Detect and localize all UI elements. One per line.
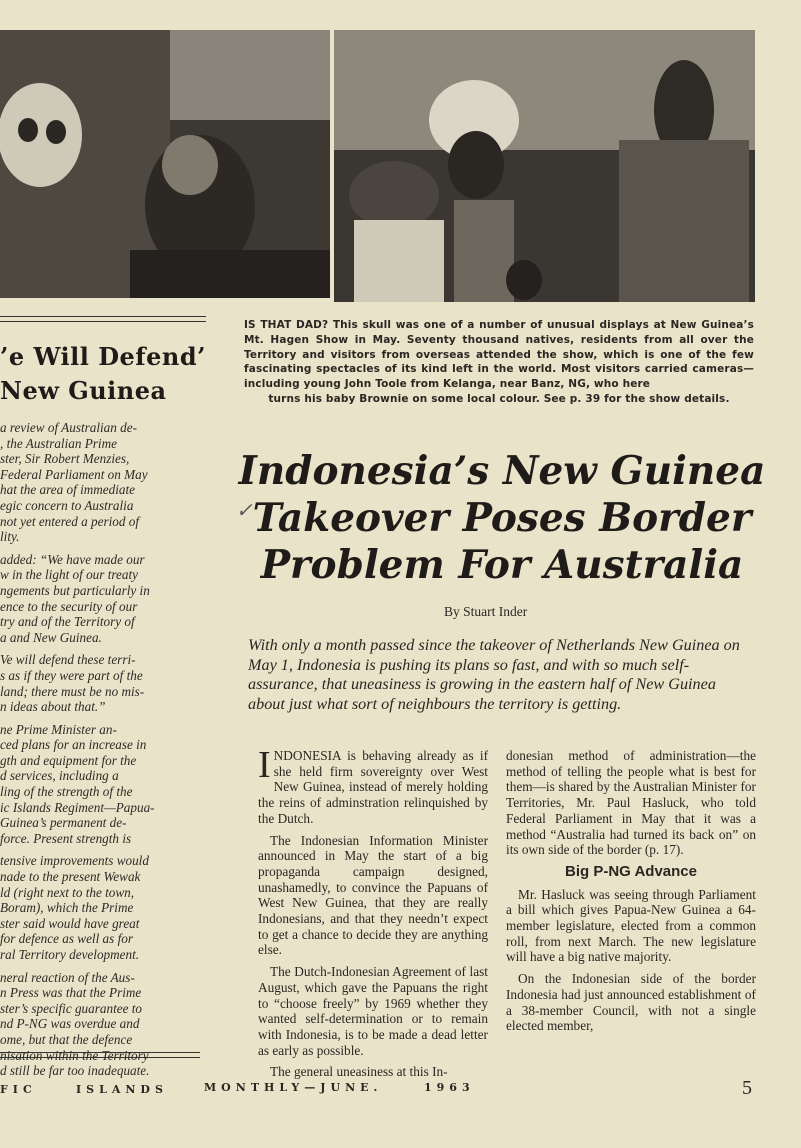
body-column-2 — [506, 748, 756, 1040]
photo-skull — [0, 30, 330, 298]
sidebar-top-rule — [0, 316, 206, 322]
photo-show-crowd — [334, 30, 755, 302]
body-paragraph: donesian method of administration—the method of telling the people what is best for them—is shared by the Australian Minister for Territories, Mr. Paul Hasluck, who told Federal Parliament in May that it was a method “Australia had turned its back on” on its own side of the border (p. 17). — [506, 748, 756, 858]
caption-last-line: turns his baby Brownie on some local colour. See p. 39 for the show details. — [268, 392, 730, 405]
headline-line2: Takeover Poses Border — [252, 495, 752, 541]
headline-line1: Indonesia’s New Guinea — [238, 448, 766, 494]
headline — [232, 448, 772, 589]
photo-caption — [244, 318, 754, 407]
byline: By Stuart Inder — [444, 604, 528, 619]
sidebar-article — [0, 340, 206, 1086]
body-paragraph: Mr. Hasluck was seeing through Parliament a bill which gives Papua-New Guinea a 64-member legislature, elected from a common roll, from next March. The new legislature will have a big native majority. — [506, 886, 756, 965]
page-footer — [0, 1075, 801, 1105]
body-paragraph — [258, 744, 488, 827]
sidebar-paragraph: neral reaction of the Aus- n Press was that the Prime ster’s specific guarantee to nd P-NG was overdue and ome, but that the defence nisation within the Territory d still be far too inadequate. — [0, 969, 150, 1079]
check-mark-icon: ✓ — [236, 500, 253, 522]
body-paragraph: The general uneasiness at this In- — [270, 1064, 448, 1080]
sidebar-paragraph: tensive improvements would nade to the present Wewak ld (right next to the town, Boram), which the Prime ster said would have great for defence as well as for ral Territory development. — [0, 853, 149, 962]
caption-lead: IS THAT DAD? — [244, 319, 329, 331]
sidebar-paragraph: added: “We have made our w in the light of our treaty ngements but particularly in ence to the security of our try and of the Territory of a and New Guinea. — [0, 551, 150, 645]
standfirst: With only a month passed since the takeover of Netherlands New Guinea on May 1, Indonesia is pushing its plans so fast, and with so much self-assurance, that uneasiness is growing in the eastern half of New Guinea about just what sort of neighbours the territory is getting. — [248, 636, 740, 713]
sidebar-paragraph: a review of Australian de- , the Australian Prime ster, Sir Robert Menzies, Federal Parliament on May hat the area of immediate egic concern to Australia not yet entered a period of lity. — [0, 420, 148, 545]
body-paragraph: The Indonesian Information Minister announced in May the start of a big propaganda campaign designed, unashamedly, to convince the Papuans of West New Guinea, that they are really Indonesians, and that they needn’t expect to get a chance to decide they are anything else. — [258, 832, 488, 958]
headline-line3: Problem For Australia — [260, 542, 744, 588]
footer-part2: ISLANDS — [76, 1083, 168, 1096]
footer-part3: MONTHLY—JUNE. — [204, 1081, 383, 1094]
sidebar-paragraph: Ve will defend these terri- s as if they were part of the land; there must be no mis- n ideas about that.” — [0, 652, 145, 715]
subheading: Big P-NG Advance — [565, 862, 697, 880]
sidebar-heading-line1: ’e Will Defend’ — [0, 342, 206, 371]
drop-cap: I — [258, 744, 271, 786]
footer-part1: FIC — [0, 1083, 37, 1096]
caption-body: This skull was one of a number of unusual displays at New Guinea’s Mt. Hagen Show in May. Seventy thousand natives, residents from all over the Territory and visitors from overseas attended the show, which is one of the few fascinating spectacles of its kind left in the world. Most visitors carried cameras—including young John Toole from Kelanga, near Banz, NG, who here — [244, 319, 755, 391]
page-number: 5 — [742, 1077, 752, 1099]
sidebar-paragraph: ne Prime Minister an- ced plans for an increase in gth and equipment for the d services, including a ling of the strength of the ic Islands Regiment—Papua- Guinea’s permanent de- force. Present strength is — [0, 721, 155, 846]
body-paragraph-text: NDONESIA is behaving already as if she held firm sovereignty over West New Guinea, instead of merely holding the reins of adminstration relinquished by the Dutch. — [258, 748, 488, 826]
body-paragraph: On the Indonesian side of the border Indonesia had just announced establishment of a 38-member Council, with not a single elected member, — [506, 971, 756, 1034]
body-column-1 — [258, 744, 488, 1086]
body-paragraph: The Dutch-Indonesian Agreement of last August, which gave the Papuans the right to “choose freely” by 1969 whether they wanted self-determination or to remain with Indonesia, is to be made a dead letter as early as possible. — [258, 964, 488, 1058]
footer-year: 1963 — [424, 1081, 475, 1094]
sidebar-heading-line2: New Guinea — [0, 376, 167, 405]
